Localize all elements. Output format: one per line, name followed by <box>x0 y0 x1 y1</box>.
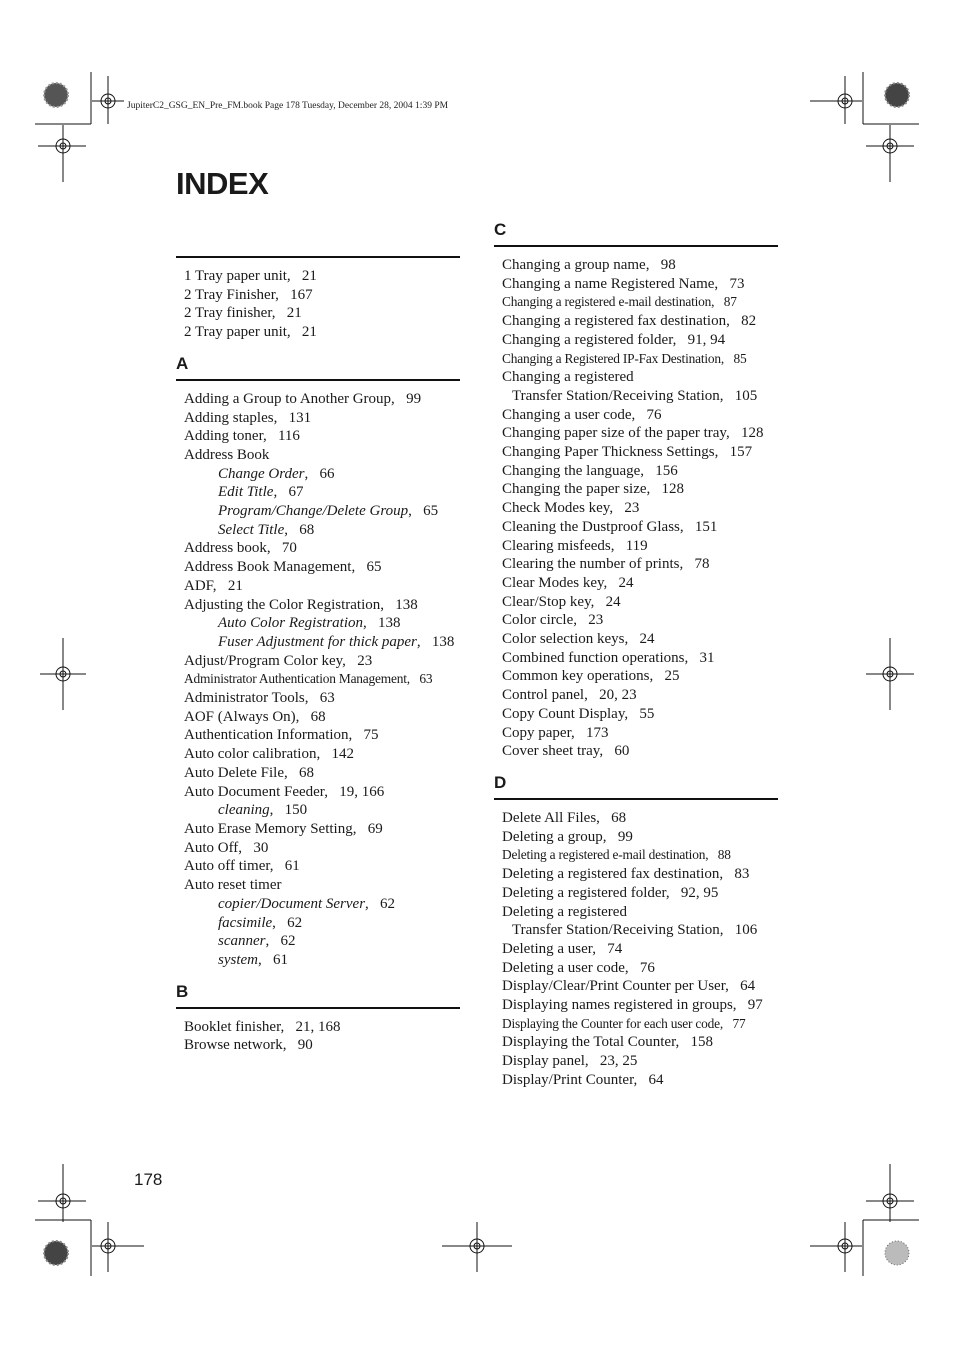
entry-page-ref: 65 <box>358 559 382 576</box>
entry-page-ref: 158 <box>682 1034 713 1051</box>
page-number: 178 <box>134 1170 163 1189</box>
entry-term: Program/Change/Delete Group <box>218 503 409 520</box>
entry-term: Common key operations, <box>502 668 657 685</box>
entry-page-ref: 106 <box>727 922 758 939</box>
index-entry <box>502 724 778 743</box>
entry-term: Color selection keys, <box>502 631 632 648</box>
entry-term: copier/Document Server <box>218 895 366 912</box>
entry-term: Address Book Management, <box>184 559 359 576</box>
entry-page-ref: 167 <box>282 286 313 303</box>
entry-term: AOF (Always On), <box>184 708 304 725</box>
entry-term: Changing a Registered IP-Fax Destination, <box>502 350 728 366</box>
index-entry <box>184 409 460 428</box>
index-entry <box>502 350 778 369</box>
entry-page-ref: 82 <box>733 313 757 330</box>
entry-page-ref: 88 <box>711 847 731 863</box>
entry-term: Deleting a registered e-mail destination, <box>502 847 712 863</box>
entry-term: Display panel, <box>502 1053 593 1070</box>
index-entry <box>184 708 460 727</box>
entry-page-ref: 25 <box>656 668 680 685</box>
entry-page-ref: 62 <box>273 933 296 950</box>
entry-page-ref: 173 <box>578 724 609 741</box>
index-entry <box>502 555 778 574</box>
index-subentry: Edit Title, 67 <box>218 484 304 501</box>
index-entry <box>184 1018 460 1037</box>
index-entry <box>502 275 778 294</box>
index-entry <box>502 742 778 761</box>
index-entry <box>502 368 778 387</box>
entry-term: Changing a registered <box>502 369 634 386</box>
index-entry <box>502 537 778 556</box>
index-entry <box>502 387 778 406</box>
entry-term: Clear Modes key, <box>502 574 611 591</box>
entry-term: Adjust/Program Color key, <box>184 652 350 669</box>
entry-term: Changing the language, <box>502 462 648 479</box>
index-entry <box>502 1052 778 1071</box>
entry-page-ref: 21 <box>294 324 317 341</box>
print-header: JupiterC2_GSG_EN_Pre_FM.book Page 178 Tuesday, December 28, 2004 1:39 PM <box>127 101 449 111</box>
index-entry <box>502 256 778 275</box>
entry-page-ref: 60 <box>606 743 630 760</box>
index-entry <box>502 293 778 312</box>
section-letter: B <box>176 981 189 1001</box>
entry-page-ref: 31 <box>691 649 715 666</box>
entry-term: Auto Erase Memory Setting, <box>184 820 361 837</box>
entry-page-ref: 21 <box>220 577 243 594</box>
entry-page-ref: 138 <box>370 615 401 632</box>
index-subentry: copier/Document Server, 62 <box>218 895 396 912</box>
index-entry <box>184 539 460 558</box>
section-letter: C <box>494 220 507 239</box>
entry-page-ref: 21 <box>294 268 317 284</box>
entry-term: Adjusting the Color Registration, <box>184 596 388 613</box>
index-section-d <box>494 771 778 1100</box>
entry-page-ref: 67 <box>280 484 304 501</box>
index-entry <box>184 764 460 783</box>
entry-page-ref: 156 <box>647 462 678 479</box>
entry-term: Browse network, <box>184 1037 291 1054</box>
entry-term: Deleting a registered folder, <box>502 884 674 901</box>
entry-page-ref: 23 <box>616 500 640 517</box>
entry-page-ref: 76 <box>639 406 662 423</box>
index-entry <box>502 1033 778 1052</box>
entry-page-ref: 83 <box>726 866 750 883</box>
index-entry <box>502 499 778 518</box>
index-entry <box>502 518 778 537</box>
entry-term: 2 Tray paper unit, <box>184 324 295 341</box>
entry-term: Deleting a group, <box>502 828 611 845</box>
index-entry <box>184 267 460 286</box>
index-entry <box>502 312 778 331</box>
entry-term: Deleting a registered <box>502 903 627 920</box>
entry-page-ref: 23 <box>580 612 604 629</box>
index-entry <box>184 596 460 615</box>
entry-page-ref: 66 <box>312 465 335 482</box>
index-entry <box>502 996 778 1015</box>
entry-page-ref: 73 <box>721 275 745 292</box>
index-subentry: Fuser Adjustment for thick paper, 138 <box>218 633 455 650</box>
entry-page-ref: 138 <box>387 596 418 613</box>
entry-page-ref: 151 <box>687 518 718 535</box>
entry-page-ref: 68 <box>303 708 326 725</box>
index-entry <box>502 630 778 649</box>
index-entry <box>502 865 778 884</box>
index-entry <box>502 406 778 425</box>
entry-term: Address book, <box>184 540 275 557</box>
index-entry <box>502 667 778 686</box>
index-entry <box>502 828 778 847</box>
entry-term: Transfer Station/Receiving Station, <box>512 387 728 404</box>
index-entry <box>184 857 460 876</box>
index-entry <box>184 839 460 858</box>
index-entry <box>502 649 778 668</box>
section-heading <box>176 229 460 258</box>
index-entry <box>502 611 778 630</box>
entry-page-ref: 21, 168 <box>287 1018 341 1035</box>
entry-page-ref: 138 <box>424 633 455 650</box>
entry-page-ref: 63 <box>312 690 335 707</box>
entry-page-ref: 64 <box>732 978 756 995</box>
entry-page-ref: 142 <box>323 746 354 763</box>
index-entry <box>184 670 460 689</box>
section-heading <box>494 771 778 800</box>
entry-term: Select Title <box>218 521 285 538</box>
index-entry <box>184 577 460 596</box>
entry-term: Administrator Authentication Management, <box>184 671 414 687</box>
entry-term: Change Order <box>218 465 305 482</box>
entry-term: Check Modes key, <box>502 500 617 517</box>
entry-page-ref: 65 <box>415 503 439 520</box>
index-entry <box>502 480 778 499</box>
entry-page-ref: 77 <box>726 1015 746 1031</box>
entry-page-ref: 23 <box>349 652 373 669</box>
index-entry <box>184 876 460 895</box>
index-section-b <box>176 980 460 1065</box>
section-heading <box>176 980 460 1009</box>
entry-term: Copy paper, <box>502 724 579 741</box>
entry-page-ref: 30 <box>245 839 269 856</box>
entry-term: Auto Off, <box>184 839 246 856</box>
index-entry <box>184 390 460 409</box>
entry-page-ref: 119 <box>618 537 648 554</box>
entry-page-ref: 92, 95 <box>673 884 719 901</box>
entry-term: Address Book <box>184 446 270 463</box>
entry-page-ref: 76 <box>632 959 655 976</box>
entry-page-ref: 69 <box>360 820 383 837</box>
entry-term: Auto Delete File, <box>184 764 292 781</box>
index-entry <box>502 331 778 350</box>
entry-term: Auto off timer, <box>184 858 278 875</box>
index-left-column <box>176 229 460 1065</box>
entry-term: Changing a registered fax destination, <box>502 313 734 330</box>
index-entry <box>502 424 778 443</box>
entry-term: Auto color calibration, <box>184 746 324 763</box>
index-entry <box>502 686 778 705</box>
index-entry <box>502 884 778 903</box>
entry-page-ref: 85 <box>727 350 747 366</box>
entry-page-ref: 74 <box>599 940 623 957</box>
entry-page-ref: 90 <box>290 1037 313 1054</box>
entry-page-ref: 105 <box>727 387 758 404</box>
entry-term: Administrator Tools, <box>184 690 313 707</box>
entry-page-ref: 70 <box>274 540 297 557</box>
index-entry <box>184 446 460 465</box>
index-section-c <box>494 218 778 771</box>
index-entry <box>184 1036 460 1055</box>
entry-page-ref: 128 <box>654 481 685 498</box>
entry-page-ref: 91, 94 <box>680 331 726 348</box>
entry-page-ref: 97 <box>740 997 763 1014</box>
index-entry <box>502 1071 778 1090</box>
entry-term: 1 Tray paper unit, <box>184 268 295 284</box>
entry-term: Cover sheet tray, <box>502 743 607 760</box>
entry-page-ref: 62 <box>372 895 396 912</box>
entry-page-ref: 78 <box>686 556 710 573</box>
section-heading <box>494 218 778 247</box>
index-subentry: Auto Color Registration, 138 <box>218 615 401 632</box>
entry-page-ref: 68 <box>603 809 627 826</box>
index-entry <box>184 323 460 342</box>
entry-term: Deleting a user code, <box>502 959 633 976</box>
entry-page-ref: 24 <box>598 593 621 610</box>
entry-term: Changing a user code, <box>502 406 640 423</box>
entry-term: Booklet finisher, <box>184 1018 288 1035</box>
entry-term: scanner <box>218 933 266 950</box>
page-title: INDEX <box>176 166 269 201</box>
entry-term: Adding toner, <box>184 428 271 445</box>
entry-term: Changing a name Registered Name, <box>502 275 722 292</box>
entry-page-ref: 68 <box>291 521 315 538</box>
entry-term: Changing Paper Thickness Settings, <box>502 444 723 461</box>
entry-term: Changing a registered e-mail destination, <box>502 294 718 310</box>
index-subentry: Change Order, 66 <box>218 465 335 482</box>
entry-term: Control panel, <box>502 687 592 704</box>
entry-page-ref: 24 <box>631 631 655 648</box>
section-letter: A <box>176 353 189 373</box>
index-subentry: Select Title, 68 <box>218 521 315 538</box>
entry-term: 2 Tray finisher, <box>184 305 280 322</box>
entry-page-ref: 99 <box>610 828 633 845</box>
index-entry <box>184 783 460 802</box>
entry-page-ref: 128 <box>733 425 764 442</box>
entry-term: Delete All Files, <box>502 809 604 826</box>
entry-term: Auto Color Registration <box>218 615 364 632</box>
entry-term: Auto reset timer <box>184 877 282 894</box>
entry-term: Changing a group name, <box>502 257 654 273</box>
entry-page-ref: 116 <box>270 428 300 445</box>
index-subentry: system, 61 <box>218 951 288 968</box>
entry-term: Clear/Stop key, <box>502 593 599 610</box>
entry-term: facsimile <box>218 914 273 931</box>
entry-term: Edit Title <box>218 484 274 501</box>
entry-term: Changing the paper size, <box>502 481 655 498</box>
index-entry <box>184 820 460 839</box>
entry-page-ref: 75 <box>356 727 379 744</box>
entry-page-ref: 64 <box>640 1071 664 1088</box>
entry-page-ref: 131 <box>281 409 312 426</box>
index-entry <box>502 809 778 828</box>
entry-term: Authentication Information, <box>184 727 357 744</box>
entry-term: system <box>218 951 258 968</box>
entry-term: Auto Document Feeder, <box>184 783 332 800</box>
entry-page-ref: 20, 23 <box>591 687 637 704</box>
entry-term: Display/Print Counter, <box>502 1071 641 1088</box>
entry-term: Clearing the number of prints, <box>502 556 687 573</box>
entry-term: Display/Clear/Print Counter per User, <box>502 978 733 995</box>
index-entry <box>184 689 460 708</box>
index-section-numeric <box>176 229 460 352</box>
index-entry <box>184 427 460 446</box>
index-entry <box>184 304 460 323</box>
entry-term: Clearing misfeeds, <box>502 537 619 554</box>
index-entry <box>502 705 778 724</box>
index-subentry: Program/Change/Delete Group, 65 <box>218 503 439 520</box>
entry-page-ref: 55 <box>631 705 655 722</box>
entry-page-ref: 68 <box>291 764 314 781</box>
entry-term: 2 Tray Finisher, <box>184 286 283 303</box>
entry-page-ref: 24 <box>611 574 634 591</box>
entry-term: Changing a registered folder, <box>502 331 681 348</box>
index-entry <box>502 1015 778 1034</box>
entry-term: Deleting a user, <box>502 940 600 957</box>
entry-term: cleaning <box>218 802 270 819</box>
entry-page-ref: 62 <box>279 914 303 931</box>
entry-term: Color circle, <box>502 612 581 629</box>
entry-term: Fuser Adjustment for thick paper <box>218 633 417 650</box>
section-letter: D <box>494 772 507 792</box>
index-entry <box>502 921 778 940</box>
index-subentry: scanner, 62 <box>218 933 296 950</box>
index-entry <box>184 726 460 745</box>
entry-term: Changing paper size of the paper tray, <box>502 425 734 442</box>
entry-term: Cleaning the Dustproof Glass, <box>502 518 688 535</box>
entry-term: Transfer Station/Receiving Station, <box>512 922 728 939</box>
index-entry <box>502 593 778 612</box>
index-section-a <box>176 352 460 980</box>
index-entry <box>502 462 778 481</box>
index-entry <box>502 903 778 922</box>
index-subentry: cleaning, 150 <box>218 802 308 819</box>
index-entry <box>502 574 778 593</box>
entry-page-ref: 87 <box>717 294 737 310</box>
entry-page-ref: 19, 166 <box>331 783 385 800</box>
entry-term: Displaying the Counter for each user code, <box>502 1015 727 1031</box>
entry-term: Adding staples, <box>184 409 282 426</box>
index-entry <box>502 940 778 959</box>
entry-page-ref: 61 <box>265 951 288 968</box>
entry-page-ref: 61 <box>277 858 300 875</box>
index-entry <box>184 745 460 764</box>
entry-term: Copy Count Display, <box>502 705 632 722</box>
index-entry <box>502 443 778 462</box>
index-entry <box>184 286 460 305</box>
index-entry <box>502 977 778 996</box>
entry-term: ADF, <box>184 577 221 594</box>
entry-term: Displaying the Total Counter, <box>502 1034 683 1051</box>
entry-page-ref: 157 <box>722 444 753 461</box>
index-entry <box>502 846 778 865</box>
entry-term: Deleting a registered fax destination, <box>502 866 727 883</box>
index-entry <box>184 652 460 671</box>
entry-term: Combined function operations, <box>502 649 692 666</box>
section-heading <box>176 352 460 381</box>
entry-page-ref: 150 <box>277 802 308 819</box>
entry-page-ref: 21 <box>279 305 302 322</box>
entry-term: Displaying names registered in groups, <box>502 997 741 1014</box>
index-entry <box>184 558 460 577</box>
entry-term: Adding a Group to Another Group, <box>184 390 399 407</box>
entry-page-ref: 63 <box>413 671 433 687</box>
index-subentry: facsimile, 62 <box>218 914 303 931</box>
entry-page-ref: 98 <box>653 257 676 273</box>
entry-page-ref: 23, 25 <box>592 1053 638 1070</box>
entry-page-ref: 99 <box>398 390 422 407</box>
index-entry <box>502 959 778 978</box>
index-right-column <box>494 218 778 1100</box>
